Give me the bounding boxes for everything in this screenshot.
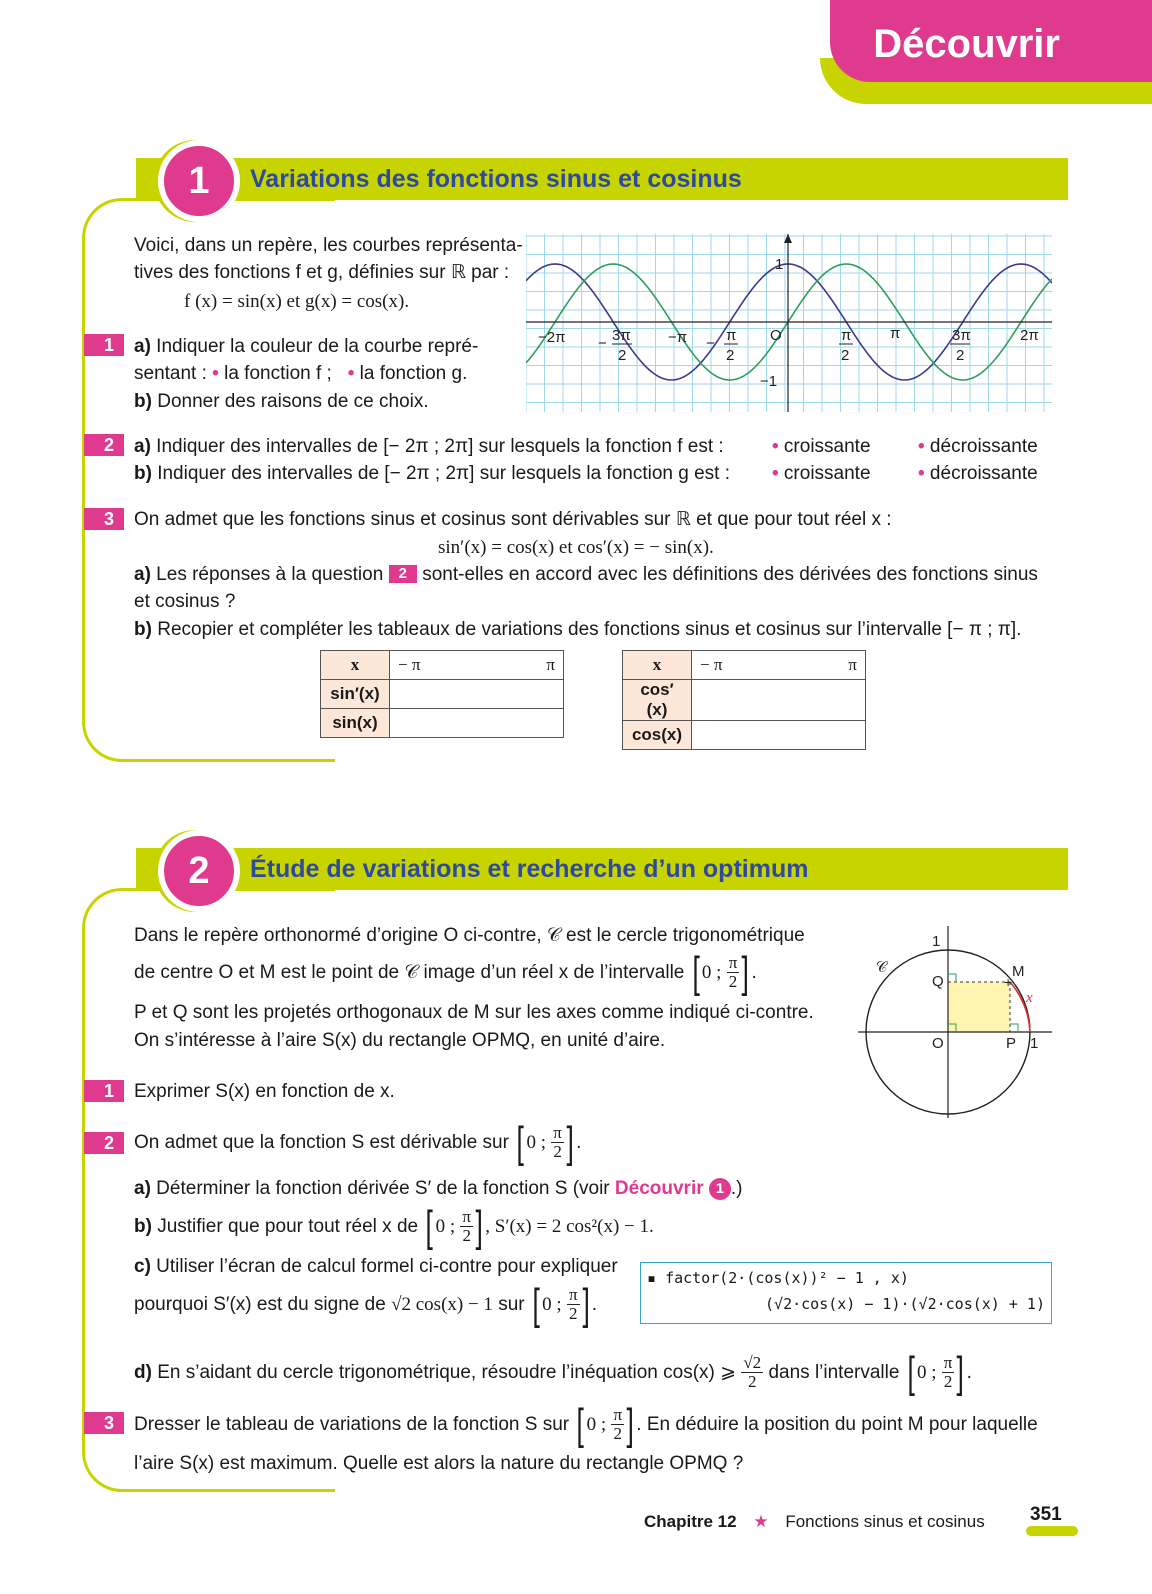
s2-q2-d-label: d) (134, 1362, 152, 1383)
graph-label-neg-pi: −π (668, 329, 688, 346)
table-to: π (848, 655, 857, 674)
fraction-pi-over-2 (460, 1208, 473, 1245)
graph-label-neg-pi2-minus: − (706, 335, 715, 352)
label-p: P (1006, 1035, 1017, 1052)
frac-den: 2 (462, 1226, 471, 1246)
question-ref-badge: 2 (389, 565, 417, 583)
graph-label-neg-3pi-minus: − (598, 335, 607, 352)
frac-num: π (462, 1207, 472, 1227)
page-number: 351 (1030, 1504, 1062, 1525)
fraction-pi-over-2 (942, 1354, 955, 1391)
header-tab (830, 0, 1152, 82)
s2-intro-line2: de centre O et M est le point de 𝒞 image d’un réel x de l’intervalle [ 0 ; $\frac{\pi}{2}$ ] . (134, 947, 757, 997)
s1-q1-a-item1: la fonction f ; (218, 363, 332, 384)
croissante-label: croissante (778, 463, 871, 484)
table-empty-cell (692, 721, 866, 750)
s1-q2-a-decroissante (918, 433, 1038, 460)
decroissante-label: décroissante (924, 436, 1038, 457)
graph-label-3pi2-num: 3π (952, 327, 971, 344)
graph-label-neg-2pi: −2π (538, 329, 566, 346)
cas-output: (√2·cos(x) − 1)·(√2·cos(x) + 1) (765, 1295, 1045, 1313)
frac-den: 2 (613, 1424, 623, 1444)
decouvrir-number: 1 (715, 1180, 725, 1197)
s1-q3-a-label: a) (134, 564, 151, 585)
cas-input-text: factor(2·(cos(x))² − 1 , x) (665, 1269, 909, 1287)
graph-label-neg-pi2-den: 2 (726, 347, 735, 364)
s1-q3-number: 3 (84, 508, 124, 530)
s2-q2-d: d) En s’aidant du cercle trigonométrique, résoudre l’inéquation cos(x) ⩾ $\frac{√2}{2}$ dans l’intervalle [ 0 ; $\frac{\pi}{2}$ ] . (134, 1347, 972, 1397)
s2-q3-line2: l’aire S(x) est maximum. Quelle est alors la nature du rectangle OPMQ ? (134, 1453, 744, 1474)
s1-q2-a-croissante (772, 433, 871, 460)
cas-input (647, 1269, 909, 1287)
bullet-icon: • (212, 363, 219, 384)
frac-num: π (568, 1285, 578, 1305)
s1-q3-b-label: b) (134, 619, 152, 640)
s2-q2-b-end: , S′(x) = 2 cos²(x) − 1. (485, 1216, 654, 1237)
footer-title: Fonctions sinus et cosinus (785, 1512, 985, 1531)
s1-q2-a-text: Indiquer des intervalles de [− 2π ; 2π] sur lesquels la fonction f est : (150, 436, 724, 457)
s2-q2-c-line1 (134, 1253, 618, 1280)
bracket-open: [ (516, 1117, 525, 1167)
s1-q1-b (134, 388, 429, 415)
s1-q1-a-line2 (134, 360, 467, 387)
section2-title: Étude de variations et recherche d’un optimum (250, 855, 809, 883)
interval-start: 0 ; (586, 1414, 607, 1435)
graph-label-neg-pi2-num: π (726, 327, 737, 344)
variation-table-cos (622, 650, 866, 750)
interval-start: 0 ; (435, 1216, 456, 1237)
header-tab-label: Découvrir (873, 22, 1060, 66)
cas-bullet-icon: ▪ (647, 1269, 657, 1287)
table-empty-cell (390, 709, 564, 738)
table-empty-cell (692, 680, 866, 721)
graph-label-minus-one: −1 (760, 373, 778, 390)
decroissante-label: décroissante (924, 463, 1038, 484)
section1-number-badge (158, 140, 240, 222)
s1-q3-a-line2: et cosinus ? (134, 591, 236, 612)
graph-label-one: 1 (775, 256, 784, 273)
bullet-icon: • (347, 363, 355, 384)
s1-q2-b-text: Indiquer des intervalles de [− 2π ; 2π] sur lesquels la fonction g est : (151, 463, 730, 484)
fraction-pi-over-2 (611, 1406, 624, 1443)
s1-q1-b-label: b) (134, 391, 152, 412)
s2-q2-b-text: Justifier que pour tout réel x de (151, 1216, 419, 1237)
right-angle-q (948, 974, 956, 982)
label-o: O (932, 1035, 944, 1052)
bullet-icon: • (918, 463, 925, 484)
table-interval-cell (692, 651, 866, 680)
s2-q2-c-text2: pourquoi S′(x) est du signe de (134, 1294, 386, 1315)
table-row-function: sin(x) (321, 709, 390, 738)
table-row-derivative: sin′(x) (321, 680, 390, 709)
s2-q1-text: Exprimer S(x) en fonction de x. (134, 1081, 395, 1102)
graph-label-neg-3pi-den: 2 (618, 347, 627, 364)
bracket-close: ] (956, 1347, 965, 1397)
table-header-x: x (623, 651, 692, 680)
s1-q2-b-decroissante (918, 460, 1038, 487)
table-from: − π (398, 655, 421, 674)
footer-chapter: Chapitre 12 (644, 1512, 737, 1531)
section2-number: 2 (188, 850, 210, 892)
bracket-close: ] (581, 1279, 590, 1329)
frac-num: π (553, 1123, 562, 1143)
s2-q2-c-label: c) (134, 1256, 151, 1277)
s1-q3-b-text: Recopier et compléter les tableaux de variations des fonctions sinus et cosinus sur l’intervalle [− π ; π]. (151, 619, 1022, 640)
s2-intro-line1: Dans le repère orthonormé d’origine O ci-contre, 𝒞 est le cercle trigonométrique (134, 925, 805, 946)
label-x: x (1026, 990, 1033, 1006)
s2-q2-a-label: a) (134, 1178, 151, 1199)
fraction-sqrt2-over-2 (741, 1354, 763, 1391)
interval-start: 0 ; (542, 1294, 562, 1315)
s1-q1-a (134, 333, 478, 360)
table-row-derivative: cos′(x) (623, 680, 692, 721)
page-number-underline (1026, 1526, 1078, 1536)
frac-num: π (728, 953, 738, 973)
fraction-pi-over-2 (727, 954, 740, 991)
graph-label-origin: O (770, 327, 782, 344)
interval-start: 0 ; (526, 1132, 546, 1153)
frac-num: √2 (743, 1353, 762, 1373)
s2-q3-line1 (134, 1400, 1038, 1450)
section1-intro-line1: Voici, dans un repère, les courbes représenta- (134, 235, 523, 256)
s2-intro-line2-text: de centre O et M est le point de 𝒞 image d’un réel x de l’intervalle (134, 962, 685, 983)
bracket-open: [ (907, 1347, 915, 1397)
s1-q3-a (134, 561, 1038, 588)
s2-q2-b (134, 1202, 654, 1252)
table-interval-cell (390, 651, 564, 680)
s2-q2-text: On admet que la fonction S est dérivable sur [ 0 ; $\frac{\pi}{2}$ ] . (134, 1117, 582, 1167)
frac-den: 2 (569, 1304, 578, 1324)
s1-q2-b-croissante (772, 460, 871, 487)
graph-label-neg-3pi-num: 3π (612, 327, 631, 344)
frac-num: π (613, 1405, 623, 1425)
bracket-open: [ (692, 947, 700, 997)
table-to: π (546, 655, 555, 674)
s2-q2-c-expr: √2 cos(x) − 1 (391, 1294, 493, 1315)
label-one-y: 1 (932, 933, 941, 950)
s2-q2-c-sur: sur (498, 1294, 525, 1315)
cas-screen (640, 1262, 1052, 1324)
s1-q1-a-start: sentant : (134, 363, 213, 384)
section1-title: Variations des fonctions sinus et cosinus (250, 165, 742, 193)
graph-label-pi: π (890, 325, 901, 342)
s1-q1-a-label: a) (134, 336, 151, 357)
s2-q3-text1: Dresser le tableau de variations de la fonction S sur (134, 1414, 570, 1435)
s2-q2-d-text: En s’aidant du cercle trigonométrique, résoudre l’inéquation cos(x) ⩾ (151, 1362, 737, 1383)
frac-den: 2 (943, 1372, 953, 1392)
s2-q2-c-line2: pourquoi S′(x) est du signe de √2 cos(x) − 1 sur [ 0 ; $\frac{\pi}{2}$ ] . (134, 1279, 598, 1329)
s2-intro-line3: P et Q sont les projetés orthogonaux de M sur les axes comme indiqué ci-contre. (134, 1002, 814, 1023)
section1-intro-line3: f (x) = sin(x) et g(x) = cos(x). (184, 291, 410, 312)
star-icon: ★ (753, 1512, 769, 1531)
bullet-icon: • (772, 463, 779, 484)
s1-q2-b-label: b) (134, 463, 152, 484)
s2-q2-a-end: .) (730, 1178, 743, 1199)
s1-q3-a-text1: Les réponses à la question (150, 564, 389, 585)
s2-q3-number: 3 (84, 1412, 124, 1434)
bracket-close: ] (566, 1117, 574, 1167)
frac-den: 2 (553, 1142, 562, 1162)
footer (644, 1512, 985, 1532)
bracket-close: ] (475, 1201, 483, 1251)
section1-number: 1 (188, 160, 210, 202)
s1-q3-b (134, 616, 1021, 643)
s2-q2-d-text2: dans l’intervalle (768, 1362, 900, 1383)
decouvrir-number-badge (709, 1178, 731, 1200)
s2-q2-b-label: b) (134, 1216, 152, 1237)
bracket-open: [ (425, 1201, 434, 1251)
table-empty-cell (390, 680, 564, 709)
frac-den: 2 (748, 1372, 757, 1392)
label-m: M (1012, 963, 1025, 980)
frac-num: π (943, 1353, 953, 1373)
s1-q1-a-item2: la fonction g. (354, 363, 468, 384)
decouvrir-link[interactable]: Découvrir (614, 1178, 704, 1199)
s2-q2-c-text1: Utiliser l’écran de calcul formel ci-contre pour expliquer (150, 1256, 618, 1277)
fraction-pi-over-2 (551, 1124, 564, 1161)
s1-q3-line2: sin′(x) = cos(x) et cos′(x) = − sin(x). (438, 537, 714, 558)
table-row-function: cos(x) (623, 721, 692, 750)
s2-intro-line4: On s’intéresse à l’aire S(x) du rectangle OPMQ, en unité d’aire. (134, 1030, 666, 1051)
s1-q2-b (134, 460, 730, 487)
graph-label-pi2-num: π (841, 327, 852, 344)
s2-q2-a-text: Déterminer la fonction dérivée S′ de la fonction S (voir (150, 1178, 615, 1199)
graph-label-pi2-den: 2 (841, 347, 850, 364)
s2-q3-text2: . En déduire la position du point M pour laquelle (636, 1414, 1038, 1435)
rectangle-opmq (948, 982, 1010, 1032)
s1-q1-a-text: Indiquer la couleur de la courbe repré- (150, 336, 479, 357)
label-q: Q (932, 973, 944, 990)
s2-q2-number: 2 (84, 1132, 124, 1154)
bracket-open: [ (532, 1279, 540, 1329)
bracket-open: [ (576, 1399, 585, 1449)
graph-label-2pi: 2π (1020, 327, 1039, 344)
bracket-close: ] (741, 947, 750, 997)
s1-q2-a-label: a) (134, 436, 151, 457)
s1-q2-a (134, 433, 724, 460)
sin-cos-graph (526, 234, 1052, 412)
interval-start: 0 ; (916, 1362, 937, 1383)
section1-intro-line2: tives des fonctions f et g, définies sur ℝ par : (134, 262, 510, 283)
s2-q2-text-main: On admet que la fonction S est dérivable sur (134, 1132, 509, 1153)
table-from: − π (700, 655, 723, 674)
s1-q1-number: 1 (84, 334, 124, 356)
croissante-label: croissante (778, 436, 871, 457)
bullet-icon: • (918, 436, 925, 457)
trig-circle-figure (856, 924, 1056, 1120)
s2-q1-number: 1 (84, 1080, 124, 1102)
right-angle-p (1010, 1024, 1018, 1032)
fraction-pi-over-2 (567, 1286, 580, 1323)
section2-number-badge (158, 830, 240, 912)
label-one-x: 1 (1030, 1035, 1039, 1052)
variation-table-sin (320, 650, 564, 738)
s2-q2-a (134, 1175, 743, 1202)
table-header-x: x (321, 651, 390, 680)
point-m-cross: + (1004, 974, 1013, 990)
label-curve-c: 𝒞 (876, 959, 887, 976)
graph-grid (526, 234, 1052, 412)
s1-q3-a-text2: sont-elles en accord avec les définitions des dérivées des fonctions sinus (416, 564, 1038, 585)
frac-den: 2 (728, 972, 738, 992)
bullet-icon: • (772, 436, 779, 457)
s1-q2-number: 2 (84, 434, 124, 456)
interval-start: 0 ; (701, 962, 722, 983)
bracket-close: ] (626, 1399, 634, 1449)
s1-q3-line1: On admet que les fonctions sinus et cosinus sont dérivables sur ℝ et que pour tout réel x : (134, 509, 892, 530)
graph-label-3pi2-den: 2 (956, 347, 965, 364)
s1-q1-b-text: Donner des raisons de ce choix. (151, 391, 429, 412)
